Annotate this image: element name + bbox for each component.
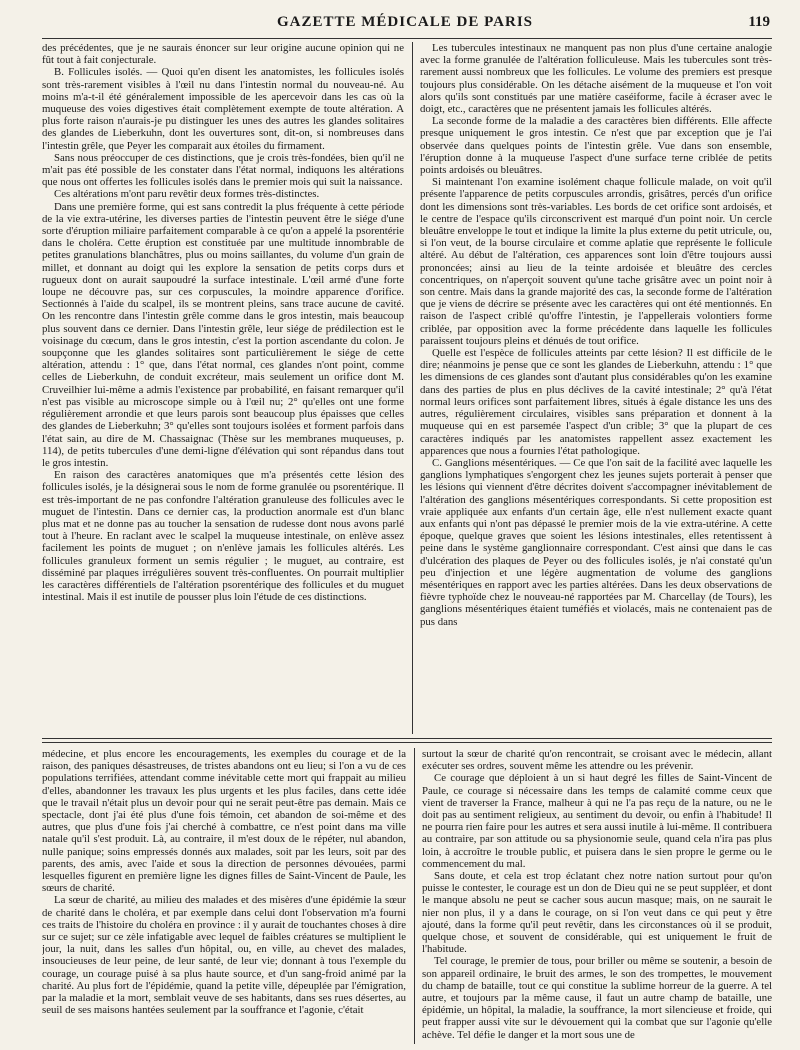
paragraph: Sans nous préoccuper de ces distinctions, que je crois très-fondées, bien qu'il ne m'ait pas été possible de les constater dans l'état normal, indiquons les altérations que nous ont offertes les follicules isolés dans le premier mois qui suit la naissance. xyxy=(42,151,404,189)
paragraph: médecine, et plus encore les encouragements, les exemples du courage et de la raison, des paniques désastreuses, de tristes abandons ont eu lieu; si l'on a vu de ces populations terrifiées, attendant comme inévitable cette mort qui frappait au milieu d'elles, abandonner les travaux les plus urgents et les plus faciles, dans cette idée que le travail n'était plus un devoir pour qui ne serait peut-être pas demain. Mais ce spectacle, dont j'ai été plus d'une fois témoin, cet abandon de soi-même et des autres, que plus d'une fois j'ai cherché à combattre, ce n'est point dans ma ville natale qu'il s'est produit. Là, au contraire, il m'est doux de le répéter, nul abandon, nulle panique; soins empressés donnés aux malades, soit par les leurs, soit par des parents, des amis, avec l'aide et sous la direction de personnes dévouées, parmi lesquelles figurent en première ligne les dignes filles de Saint-Vincent de Paule, les sœurs de charité. xyxy=(42,748,406,895)
paragraph: La sœur de charité, au milieu des malades et des misères d'une épidémie la sœur de charité dans le choléra, et par exemple dans celui dont l'observation m'a fourni ces traits de l'histoire du choléra en province : il y aurait de touchantes choses à dire sur ce sujet; sur ce zèle infatigable avec lequel de faibles créatures se multiplient le jour, la nuit, dans les salles d'un hôpital, ou, en ville, au chevet des malades, insoucieuses de leur peine, de leur santé, de leur vie; donnant à tous l'exemple du courage, un courage puisé à sa plus haute source, et d'un sang-froid animé par la charité. Au plus fort de l'épidémie, quand la petite ville, dépeuplée par l'émigration, par la maladie et la mort, semblait veuve de ses habitants, dans ses rues désertes, au seuil de ses maisons hantées seulement par la souffrance et l'agonie, c'était xyxy=(42,894,406,1017)
column-left-top xyxy=(42,42,404,734)
paragraph: Tel courage, le premier de tous, pour briller ou même se soutenir, a besoin de son appareil ordinaire, le bruit des armes, le son des trompettes, le mouvement du champ de bataille, tout ce qui constitue la sublime horreur de la guerre. A tel autre, et toujours par la même cause, il faut un autre champ de bataille, une épidémie, un hôpital, la maladie, la souffrance, la mort silencieuse et froide, qui peut frapper aussi vite sur le dévouement qui la combat que sur l'agonie qu'elle achève. Tel défie le danger et la mort sous une de xyxy=(422,955,772,1041)
paragraph: Quelle est l'espèce de follicules atteints par cette lésion? Il est difficile de le dire; néanmoins je pense que ce sont les glandes de Lieberkuhn, attendu : 1° que les dimensions de ces glandes sont d'autant plus considérables qu'on les examine dans des parties de plus en plus déclives de la cavité intestinale; 2° qu'à l'état normal leurs orifices sont parfaitement libres, situés à égale distance les uns des autres, régulièrement circulaires, visibles sans préparation et donnent à la muqueuse qui en est parsemée l'aspect d'un crible; 3° que la plupart de ces caractères indiqués par les anatomistes rappellent assez exactement les apparences que nous a fournies l'état pathologique. xyxy=(420,347,772,457)
page-header xyxy=(40,14,770,34)
paragraph: C. Ganglions mésentériques. — Ce que l'on sait de la facilité avec laquelle les ganglions lymphatiques s'engorgent chez les jeunes sujets porterait à penser que les lésions qui viennent d'être décrites doivent s'accompagner inévitablement de l'altération des ganglions mésentériques correspondants. Si cette proposition est vraie appliquée aux enfants d'un certain âge, elle n'est nullement exacte quant aux enfants qui n'ont pas dépassé le premier mois de la vie extra-utérine. A cette époque, quelque graves que soient les lésions intestinales, elles retentissent à peine dans le système ganglionnaire correspondant. C'est ainsi que dans le cas d'ulcération des plaques de Peyer ou des follicules isolés, je n'ai constaté qu'un peu d'injection et une légère augmentation de volume des ganglions mésentériques en rapport avec les parties altérées. Dans les deux observations de fièvre typhoïde chez le nouveau-né rapportées par M. Charcellay (de Tours), les ganglions mésentériques étaient tuméfiés et violacés, mais ne contenaient pas de pus dans xyxy=(420,456,772,628)
paragraph: Sans doute, et cela est trop éclatant chez notre nation surtout pour qu'on puisse le contester, le courage est un don de Dieu qui ne se peut suppléer, et dont le manque absolu ne peut se cacher sous aucun masque; mais, on ne saurait le nier non plus, il y a dans le courage, on si l'on veut dans ce qui peut y être ajouté, dans la forme qu'il peut revêtir, dans les circonstances où il se produit, quelque chose, et souvent de considérable, qui est uniquement le fruit de l'habitude. xyxy=(422,870,772,956)
paragraph: Les tubercules intestinaux ne manquent pas non plus d'une certaine analogie avec la forme granulée de l'altération folliculeuse. Mais les tubercules sont très-rarement aussi nombreux que les follicules. Le volume des premiers est presque toujours plus considérable. On les détache aisément de la muqueuse et l'on voit alors qu'ils sont constitués par une matière caséiforme, facile à écraser avec le doigt, etc., caractères que ne présentent jamais les follicules altérés. xyxy=(420,42,772,116)
header-rule xyxy=(42,38,772,39)
journal-title: GAZETTE MÉDICALE DE PARIS xyxy=(276,14,533,30)
paragraph: surtout la sœur de charité qu'on rencontrait, se croisant avec le médecin, allant exécuter ses ordres, souvent même les attendre ou les prévenir. xyxy=(422,748,772,773)
paragraph: des précédentes, que je ne saurais énoncer sur leur origine aucune opinion qui ne fût tout à fait conjecturale. xyxy=(42,42,404,67)
page-number: 119 xyxy=(748,14,770,30)
column-right-bottom xyxy=(422,748,772,1044)
column-right-top xyxy=(420,42,772,734)
column-divider xyxy=(414,748,415,1044)
paragraph: Dans une première forme, qui est sans contredit la plus fréquente à cette période de la vie extra-utérine, les diverses parties de l'intestin peuvent être le siége d'une sorte d'éruption miliaire parfaitement comparable à ce qu'on a appelé la psorentérie dans le choléra. Cette éruption est constituée par une multitude innombrable de petites granulations blanchâtres, plus ou moins saillantes, du volume d'un grain de millet, et donnant au doigt qui les explore la sensation de petits corps durs et rugueux dont on aurait saupoudré la surface intestinale. L'œil armé d'une forte loupe ne découvre pas, sur ces corpuscules, la moindre apparence d'orifice. Sectionnés à l'aide du scalpel, ils se montrent pleins, sans trace aucune de cavité. On les rencontre dans l'intestin grêle comme dans le gros intestin, mais beaucoup plus souvent dans ce dernier. Dans l'intestin grêle, leur siége de prédilection est le voisinage du cœcum, dans le gros intestin, c'est la portion ascendante du colon. Je soupçonne que les glandes solitaires sont particulièrement le siége de cette altération, attendu : 1° que, dans l'état normal, ces glandes n'ont point, comme celles de Lieberkuhn, de conduit excréteur, mais seulement un orifice dont M. Cruveilhier lui-même a admis l'existence par probabilité, en faisant remarquer qu'il n'est pas visible au microscope simple ou à l'œil nu; 2° qu'elles ont une forme régulièrement arrondie et que leurs parois sont beaucoup plus épaisses que celles des glandes de Lieberkuhn; 3° qu'elles sont toujours isolées et forment parfois dans l'état sain, au dire de M. Chassaignac (Thèse sur les membranes muqueuses, p. 114), de petits tubercules d'une demi-ligne d'élévation qui sont répandus dans tout le gros intestin. xyxy=(42,200,404,469)
feuilleton-separator xyxy=(42,738,772,743)
paragraph: La seconde forme de la maladie a des caractères bien différents. Elle affecte presque uniquement le gros intestin. Ce n'est que par exception que je l'ai observée dans quelques points de l'intestin grêle. Vue dans son ensemble, l'éruption donne à la muqueuse l'aspect d'une surface terne criblée de petits points ardoisés ou bleuâtres. xyxy=(420,115,772,177)
column-left-bottom xyxy=(42,748,406,1044)
paragraph: En raison des caractères anatomiques que m'a présentés cette lésion des follicules isolés, je la désignerai sous le nom de forme granulée ou psorentérique. Il est très-important de ne pas confondre l'altération granuleuse des follicules avec le muguet de l'intestin. Dans ce dernier cas, la production anormale est d'un blanc plus mat et ne donne pas au toucher la sensation de rudesse dont nous avons parlé tout à l'heure. En raclant avec le scalpel la muqueuse intestinale, on enlève assez facilement les points de muguet ; on n'enlève jamais les follicules altérés. Les follicules granuleux forment un semis régulier ; le muguet, au contraire, est disséminé par plaques irrégulières souvent très-confluentes. On pourrait multiplier les caractères différentiels de l'altération psorentérique des follicules et du muguet intestinal. Mais il est inutile de pousser plus loin l'étude de ces distinctions. xyxy=(42,469,404,604)
paragraph: B. Follicules isolés. — Quoi qu'en disent les anatomistes, les follicules isolés sont très-rarement visibles à l'œil nu dans l'intestin normal du nouveau-né. Au moins m'a-t-il été généralement impossible de les apercevoir dans les cas où la muqueuse des voies digestives était complètement exempte de toute altération. A plus forte raison n'aurais-je pu distinguer les unes des autres les glandes solitaires des glandes de Lieberkuhn, dont les ouvertures sont, dit-on, si nombreuses dans l'intestin grêle, que Peyer les comparait aux étoiles du firmament. xyxy=(42,66,404,152)
paragraph: Si maintenant l'on examine isolément chaque follicule malade, on voit qu'il présente l'apparence de petits corpuscules arrondis, grisâtres, percés d'un orifice dont les dimensions sont très-variables. Les bords de cet orifice sont ardoisés, et le centre de l'espace qu'ils circonscrivent est marqué d'un point noir. Un cercle bleuâtre enveloppe le tout et indique la limite la plus externe du petit utricule, ou, si l'on veut, de la bourse circulaire et comme aplatie que représente le follicule altéré. Au début de l'altération, ces apparences sont loin d'être toujours aussi prononcées; ainsi au lieu de la teinte ardoisée et bleuâtre des cercles concentriques, on n'aperçoit souvent qu'une tache grisâtre avec un point noir à son centre. Mais dans la grande majorité des cas, la seconde forme de l'altération que je viens de décrire se présente avec les caractères qui ont été mentionnés. En raison de l'aspect criblé qu'offre l'intestin, je l'appellerais volontiers forme criblée, par opposition avec la forme précédente dans laquelle les follicules paraissent toujours pleins et dénués de tout orifice. xyxy=(420,176,772,347)
column-divider xyxy=(412,42,413,734)
paragraph: Ce courage que déploient à un si haut degré les filles de Saint-Vincent de Paule, ce courage si nécessaire dans les temps de calamité comme ceux que vient de traverser la France, malheur à qui ne l'a pas reçu de la nature, ou ne le doit pas au sentiment religieux, au sentiment du devoir, ou enfin à l'habitude! Il ne pourra rien faire pour les autres et sera aussi inutile à lui-même. Il contribuera au contraire, par son attitude ou sa physionomie seule, quand cela n'ira pas plus loin, à accroître le trouble public, et puisera dans le sien propre le germe ou le commencement du mal. xyxy=(422,772,772,870)
paragraph: Ces altérations m'ont paru revêtir deux formes très-distinctes. xyxy=(54,188,320,201)
